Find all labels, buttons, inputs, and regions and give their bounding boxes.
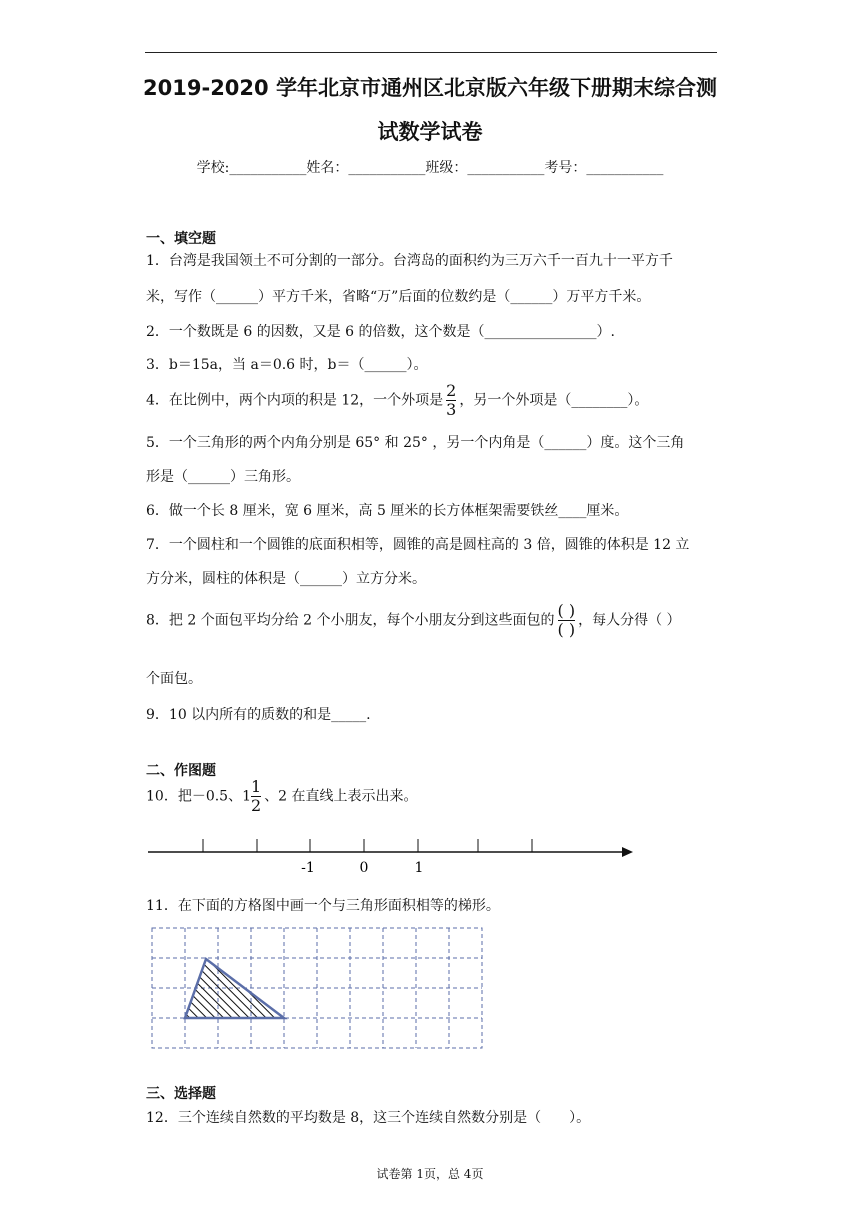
exam-title-line1: 2019-2020 学年北京市通州区北京版六年级下册期末综合测 [143,76,717,100]
arrow-right-icon [622,847,633,857]
number-line [0,830,860,880]
question-5-line2: 形是（______）三角形。 [146,469,300,485]
hatched-triangle [185,959,284,1018]
exam-title-line2: 试数学试卷 [377,120,483,144]
fraction-one-half [251,778,261,815]
question-8-text-pre: 8．把 2 个面包平均分给 2 个小朋友，每个小朋友分到这些面包的 [146,612,555,629]
fraction-numerator: 2 [446,381,457,400]
student-info-line: 学校:___________姓名：___________班级：___________考号：___________ [196,160,664,176]
question-11: 11．在下面的方格图中画一个与三角形面积相等的梯形。 [146,898,500,914]
question-5-line1: 5．一个三角形的两个内角分别是 65° 和 25° ，另一个内角是（______）度。这个三角 [146,435,685,451]
tick-label-zero: 0 [359,860,369,876]
fraction-denominator-blank: ( ) [557,620,576,639]
question-1-line1: 1．台湾是我国领土不可分割的一部分。台湾岛的面积约为三万六千一百九十一平方千 [146,253,673,269]
fraction-two-thirds [446,382,456,419]
fraction-numerator: 1 [251,777,262,796]
question-12: 12．三个连续自然数的平均数是 8，这三个连续自然数分别是（ ）。 [146,1110,591,1126]
question-3: 3．b＝15a，当 a＝0.6 时，b＝（______）。 [146,357,428,373]
question-4 [146,382,648,419]
tick-label-minus-one: -1 [301,860,315,876]
question-4-text-pre: 4．在比例中，两个内项的积是 12，一个外项是 [146,392,444,409]
question-10-text-post: 、2 在直线上表示出来。 [264,788,418,805]
fraction-denominator: 2 [251,796,262,815]
fraction-numerator-blank: ( ) [557,601,576,620]
question-6: 6．做一个长 8 厘米，宽 6 厘米，高 5 厘米的长方体框架需要铁丝____厘米。 [146,503,629,519]
question-8-text-post: ，每人分得（ ） [578,612,681,629]
page-footer: 试卷第 1页，总 4页 [376,1167,484,1181]
section-heading-drawing: 二、作图题 [146,763,216,779]
question-4-text-post: ，另一个外项是（________）。 [459,392,649,409]
question-7-line1: 7．一个圆柱和一个圆锥的底面积相等，圆锥的高是圆柱高的 3 倍，圆锥的体积是 12 立 [146,537,690,553]
question-8 [146,602,681,639]
question-10-text-pre: 10．把－0.5、1 [146,788,251,805]
header-rule [145,52,717,53]
question-9: 9．10 以内所有的质数的和是_____. [146,707,371,723]
question-7-line2: 方分米，圆柱的体积是（______）立方分米。 [146,571,426,587]
question-2: 2．一个数既是 6 的因数，又是 6 的倍数，这个数是（________________）. [146,324,615,340]
fraction-blank [558,602,576,639]
question-1-line2: 米，写作（______）平方千米，省略“万”后面的位数约是（______）万平方千米。 [146,289,651,305]
square-grid-figure [140,918,500,1058]
tick-label-one: 1 [414,860,424,876]
section-heading-multiple-choice: 三、选择题 [146,1086,216,1102]
section-heading-fill-blank: 一、填空题 [146,231,216,247]
question-8-line2: 个面包。 [146,671,202,687]
question-10 [146,778,418,815]
fraction-denominator: 3 [446,400,457,419]
